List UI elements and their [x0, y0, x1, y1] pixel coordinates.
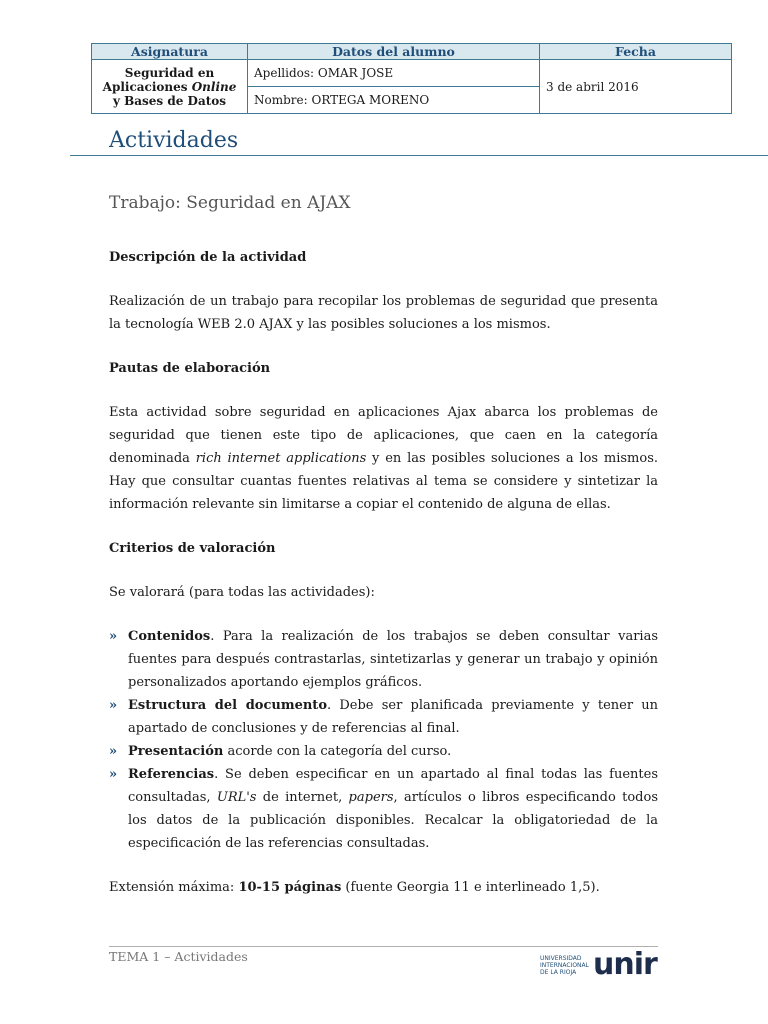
logo-subtext [540, 955, 589, 976]
subject-line-1: Seguridad en [124, 65, 215, 80]
bullet-text: . Para la realización de los trabajos se deben consultar varias fuentes para después contrastarlas, sintetizarlas y generar un trabajo y opinión personalizados aportando ejemplos gráficos. [128, 629, 658, 690]
logo-subtext-line: UNIVERSIDAD [540, 954, 582, 962]
bullet-icon: » [109, 767, 118, 782]
bullet-icon: » [109, 698, 118, 713]
description-paragraph: Realización de un trabajo para recopilar los problemas de seguridad que presenta la tecnología WEB 2.0 AJAX y las posibles soluciones a los mismos. [109, 294, 658, 332]
bullet-text: acorde con la categoría del curso. [223, 744, 452, 759]
bullet-label: Estructura del documento [128, 698, 327, 713]
extension-pre: Extensión máxima: [109, 880, 239, 895]
subject-line-2-pre: Aplicaciones [102, 79, 192, 94]
criteria-list [109, 625, 658, 855]
guidelines-paragraph [109, 401, 658, 516]
criteria-heading: Criterios de valoración [109, 541, 276, 556]
guidelines-text-em: rich internet applications [195, 451, 367, 466]
title-divider [70, 155, 768, 156]
extension-post: (fuente Georgia 11 e interlineado 1,5). [341, 880, 600, 895]
logo-subtext-line: INTERNACIONAL [540, 961, 589, 969]
header-col-student: Datos del alumno [248, 44, 540, 60]
header-table [91, 43, 732, 114]
subject-line-3: y Bases de Datos [112, 93, 227, 108]
criteria-intro: Se valorará (para todas las actividades): [109, 585, 375, 600]
list-item [109, 694, 658, 740]
bullet-text: de internet, [256, 790, 349, 805]
surname-cell: Apellidos: OMAR JOSE [248, 60, 540, 87]
bullet-emphasis: papers [348, 790, 394, 805]
unir-logo [540, 948, 657, 982]
logo-wordmark: unir [593, 947, 657, 982]
extension-bold: 10-15 páginas [238, 880, 342, 895]
footer-divider [109, 946, 658, 947]
description-heading: Descripción de la actividad [109, 250, 307, 265]
bullet-label: Presentación [128, 744, 224, 759]
page-title: Actividades [109, 128, 239, 153]
subject-line-2-em: Online [191, 79, 237, 94]
bullet-text: . Debe ser planificada previamente y tener un apartado de conclusiones y de referencias al final. [128, 698, 659, 736]
list-item [109, 740, 658, 763]
guidelines-text-pre: Esta actividad sobre seguridad en aplicaciones Ajax abarca los problemas de seguridad que tienen este tipo de aplicaciones, que caen en la categoría denominada [109, 405, 658, 466]
name-cell: Nombre: ORTEGA MORENO [248, 87, 540, 114]
bullet-text: , artículos o libros especificando todos los datos de la publicación disponibles. Recalcar la obligatoriedad de la especificación de las referencias consultadas. [128, 790, 658, 851]
document-subtitle: Trabajo: Seguridad en AJAX [109, 193, 351, 213]
bullet-label: Contenidos [128, 629, 211, 644]
header-col-date: Fecha [540, 44, 732, 60]
document-body [109, 193, 658, 920]
header-col-subject: Asignatura [92, 44, 248, 60]
bullet-icon: » [109, 629, 118, 644]
extension-paragraph [109, 876, 658, 899]
guidelines-text-post: y en las posibles soluciones a los mismos. Hay que consultar cuantas fuentes relativas al tema se considere y sintetizar la información relevante sin limitarse a copiar el contenido de alguna de ellas. [109, 451, 658, 512]
list-item [109, 625, 658, 694]
list-item [109, 763, 658, 855]
bullet-emphasis: URL's [216, 790, 257, 805]
subject-cell [92, 60, 248, 114]
guidelines-heading: Pautas de elaboración [109, 361, 271, 376]
bullet-text: . Se deben especificar en un apartado al final todas las fuentes consultadas, [128, 767, 658, 805]
date-cell: 3 de abril 2016 [540, 60, 732, 114]
footer-label: TEMA 1 – Actividades [109, 949, 248, 964]
bullet-icon: » [109, 744, 118, 759]
logo-subtext-line: DE LA RIOJA [540, 968, 577, 976]
bullet-label: Referencias [128, 767, 215, 782]
